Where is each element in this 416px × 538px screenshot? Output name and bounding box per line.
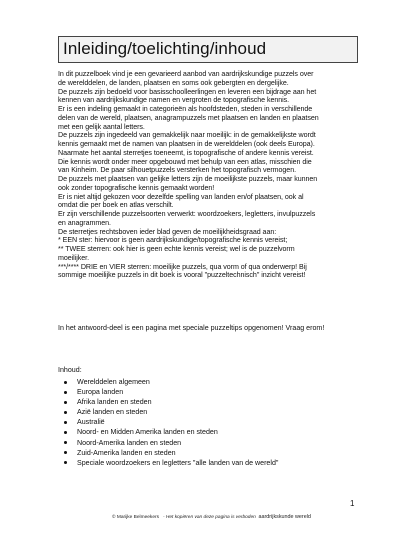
contents-item: Afrika landen en steden	[62, 397, 278, 407]
footer-copyright: © Marijke Belmeekers	[112, 515, 159, 520]
intro-line: De puzzels zijn bedoeld voor basisschoolleerlingen en leveren een bijdrage aan het	[58, 87, 317, 96]
intro-line: delen van de wereld, plaatsen, anagrampuzzels met plaatsen en landen en plaatsen	[58, 113, 319, 122]
intro-line: ***/**** DRIE en VIER sterren: moeilijke puzzels, qua vorm of qua onderwerp! Bij	[58, 262, 307, 271]
intro-line: sommige moeilijke puzzels in dit boek is vooral "puzzeltechnisch" inzicht vereist!	[58, 271, 306, 280]
page-title: Inleiding/toelichting/inhoud	[58, 36, 358, 63]
intro-line: Naarmate het aantal sterretjes toeneemt, is topografische of andere kennis vereist.	[58, 148, 314, 157]
intro-line: en anagrammen.	[58, 218, 111, 227]
intro-line: ** TWEE sterren: ook hier is geen echte kennis vereist; wel is de puzzelvorm	[58, 245, 295, 253]
contents-list	[62, 377, 278, 468]
intro-line: * EEN ster: hiervoor is geen aardrijkskundige/topografische kennis vereist;	[58, 236, 288, 245]
intro-line: van Kinheim. De paar silhouetpuzzels versterken het topografisch vermogen.	[58, 166, 297, 175]
contents-item: Speciale woordzoekers en legletters "alle landen van de wereld"	[62, 458, 278, 468]
intro-line: de werelddelen, de landen, plaatsen en soms ook gebergten en dergelijke.	[58, 78, 289, 87]
contents-item: Europa landen	[62, 387, 278, 397]
contents-item: Werelddelen algemeen	[62, 377, 278, 387]
contents-item: Noord- en Midden Amerika landen en steden	[62, 427, 278, 437]
intro-line: kennen van aardrijkskundige namen en vergroten de topografische kennis.	[58, 96, 290, 105]
intro-line: Er is een indeling gemaakt in categorieën als hoofdsteden, steden in verschillende	[58, 105, 313, 113]
contents-item: Azië landen en steden	[62, 407, 278, 417]
intro-line: met een gelijk aantal letters.	[58, 122, 145, 131]
contents-heading: Inhoud:	[58, 366, 82, 374]
page-number: 1	[350, 499, 355, 508]
tips-note: In het antwoord-deel is een pagina met speciale puzzeltips opgenomen! Vraag erom!	[58, 324, 325, 332]
contents-item: Australië	[62, 417, 278, 427]
contents-item: Zuid-Amerika landen en steden	[62, 448, 278, 458]
footer-series: aardrijkskunde wereld	[258, 514, 311, 520]
intro-line: ook zonder topografische kennis gemaakt worden!	[58, 183, 215, 192]
intro-line: omdat die per boek en atlas verschilt.	[58, 201, 174, 210]
intro-line: In dit puzzelboek vind je een gevarieerd aanbod van aardrijkskundige puzzels over	[58, 70, 314, 78]
intro-line: Er is niet altijd gekozen voor dezelfde spelling van landen en/of plaatsen, ook al	[58, 192, 304, 201]
intro-line: Er zijn verschillende puzzelsoorten verwerkt: woordzoekers, legletters, invulpuzzels	[58, 210, 316, 218]
intro-line: De puzzels met plaatsen van gelijke letters zijn de moeilijkste puzzels, maar kunnen	[58, 175, 318, 183]
intro-line: De puzzels zijn ingedeeld van gemakkelijk naar moeilijk: in de gemakkelijkste wordt	[58, 131, 316, 140]
intro-text	[58, 70, 360, 280]
page-footer	[112, 514, 311, 520]
footer-copy-note: - Het kopiëren van deze pagina is verboden	[163, 515, 256, 520]
intro-line: moeilijker.	[58, 253, 89, 262]
intro-line: Die kennis wordt onder meer opgebouwd met behulp van een atlas, misschien die	[58, 157, 312, 166]
intro-line: De sterretjes rechtsboven ieder blad geven de moeilijkheidsgraad aan:	[58, 227, 277, 236]
contents-item: Noord-Amerika landen en steden	[62, 438, 278, 448]
intro-line: kennis gemaakt met de namen van plaatsen in de werelddelen (ook deels Europa).	[58, 140, 315, 148]
